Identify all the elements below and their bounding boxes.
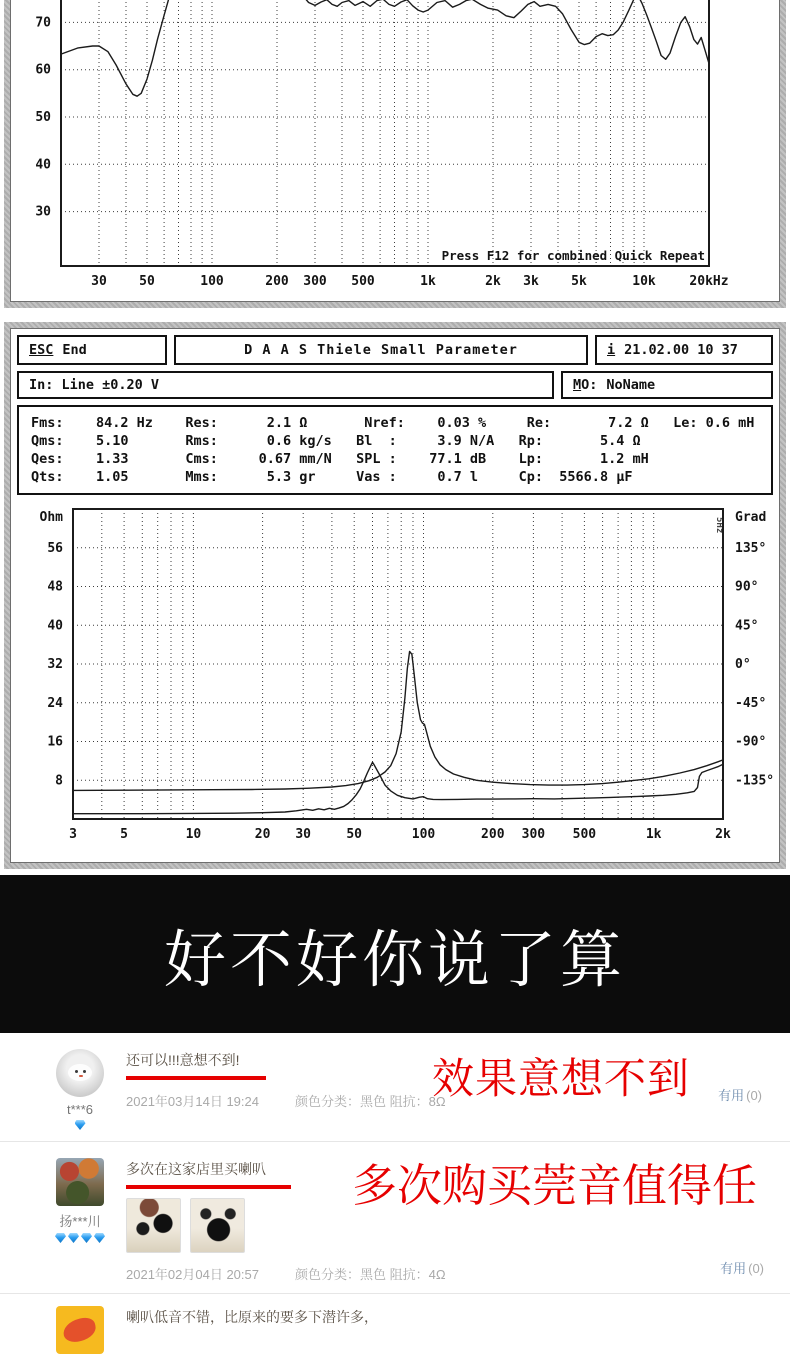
review-meta <box>126 1264 770 1283</box>
red-underline <box>126 1076 266 1080</box>
mo-label-rest: O: <box>581 377 598 393</box>
reviewer-column <box>34 1158 126 1283</box>
svg-text:70: 70 <box>35 15 51 31</box>
review-text: 喇叭低音不错，比原来的要多下潜许多， <box>126 1309 378 1325</box>
svg-text:100: 100 <box>411 827 436 842</box>
reviewer-avatar <box>56 1049 104 1097</box>
reviewer-username: 扬***川 <box>59 1214 101 1229</box>
param-row: Qes: 1.33 Cms: 0.67 mm/N SPL : 77.1 dB Lp: 1.2 mH <box>31 451 649 467</box>
daas-timestamp-box <box>595 335 773 365</box>
review-sku: 颜色分类：黑色 阻抗：4Ω <box>294 1267 446 1282</box>
reviewer-column <box>34 1049 126 1131</box>
review-text: 多次在这家店里买喇叭 <box>126 1161 266 1177</box>
review-item <box>0 1033 790 1141</box>
useful-count: (0) <box>748 1261 764 1276</box>
spl-frequency-response-chart <box>11 0 777 294</box>
reviewer-column <box>34 1306 126 1354</box>
useful-label: 有用 <box>718 1088 745 1103</box>
svg-text:16: 16 <box>47 734 63 750</box>
reviewer-avatar <box>56 1306 104 1354</box>
svg-text:Grad: Grad <box>735 510 767 525</box>
useful-count: (0) <box>746 1088 762 1103</box>
mo-key-label: M <box>573 377 582 393</box>
svg-text:300: 300 <box>303 274 327 289</box>
svg-text:24: 24 <box>47 695 63 711</box>
daas-window <box>4 322 786 869</box>
review-item <box>0 1142 790 1293</box>
svg-text:2k: 2k <box>715 827 731 842</box>
esc-key-label: ESC <box>29 342 54 358</box>
svg-text:-45°: -45° <box>735 695 767 711</box>
input-line-box: In: Line ±0.20 V <box>17 371 554 399</box>
svg-text:3k: 3k <box>523 274 539 289</box>
svg-text:30: 30 <box>295 827 312 842</box>
review-photo-thumbnail[interactable] <box>126 1198 181 1253</box>
svg-text:40: 40 <box>47 618 63 634</box>
svg-text:50: 50 <box>35 110 51 125</box>
svg-text:300: 300 <box>521 827 546 842</box>
spl-chart-window-inner <box>11 0 779 301</box>
svg-text:1k: 1k <box>645 827 662 842</box>
review-date: 2021年02月04日 20:57 <box>126 1267 259 1282</box>
red-overlay-text: 多次购买莞音值得任 <box>352 1160 758 1211</box>
param-row: Qts: 1.05 Mms: 5.3 gr Vas : 0.7 l Cp: 5566.8 µF <box>31 469 633 485</box>
svg-text:8: 8 <box>55 773 63 789</box>
reviews-section <box>0 1033 790 1364</box>
info-key-label: i <box>607 342 616 358</box>
avatar-face <box>68 1064 92 1081</box>
svg-text:1k: 1k <box>420 274 436 289</box>
svg-text:100: 100 <box>200 274 224 289</box>
svg-text:20kHz: 20kHz <box>689 274 729 289</box>
svg-text:200: 200 <box>265 274 289 289</box>
svg-text:10: 10 <box>185 827 202 842</box>
useful-label: 有用 <box>720 1261 747 1276</box>
svg-text:45°: 45° <box>735 618 759 634</box>
daas-window-inner <box>11 329 779 862</box>
param-row: Qms: 5.10 Rms: 0.6 kg/s Bl : 3.9 N/A Rp: 5.4 Ω <box>31 433 641 449</box>
review-photo-thumbnail[interactable] <box>190 1198 245 1253</box>
daas-titlebar <box>17 335 773 365</box>
svg-text:-90°: -90° <box>735 734 767 750</box>
svg-text:50: 50 <box>346 827 363 842</box>
svg-text:50: 50 <box>139 274 155 289</box>
avatar-eyes <box>75 1070 78 1073</box>
review-content <box>126 1306 770 1354</box>
svg-text:135°: 135° <box>735 540 767 556</box>
thiele-small-parameters-table <box>17 405 773 495</box>
svg-text:32: 32 <box>47 657 63 672</box>
useful-button[interactable] <box>718 1085 762 1104</box>
impedance-phase-chart <box>17 503 783 851</box>
mo-box <box>561 371 773 399</box>
member-level-diamonds <box>74 1120 87 1131</box>
banner-text: 好不好你说了算 <box>163 925 626 995</box>
svg-text:500: 500 <box>351 274 375 289</box>
svg-text:0°: 0° <box>735 657 751 672</box>
useful-button[interactable] <box>720 1258 764 1277</box>
daas-timestamp: 21.02.00 10 37 <box>624 342 738 358</box>
svg-text:40: 40 <box>35 157 51 173</box>
mo-value: NoName <box>606 377 656 393</box>
svg-text:56: 56 <box>47 540 63 556</box>
end-key-label: End <box>62 342 87 358</box>
daas-window-title: D A A S Thiele Small Parameter <box>174 335 588 365</box>
daas-input-row <box>17 371 773 399</box>
spl-chart-window <box>4 0 786 308</box>
svg-text:200: 200 <box>481 827 505 842</box>
svg-text:90°: 90° <box>735 579 759 595</box>
svg-text:-135°: -135° <box>735 773 775 789</box>
reviewer-avatar <box>56 1158 104 1206</box>
member-level-diamonds <box>54 1233 106 1244</box>
review-text: 还可以!!!意想不到! <box>126 1052 240 1068</box>
reviewer-username: t***6 <box>66 1102 94 1117</box>
review-item <box>0 1294 790 1364</box>
svg-text:5Hz: 5Hz <box>714 517 724 534</box>
svg-text:30: 30 <box>91 274 107 289</box>
svg-text:5k: 5k <box>571 274 587 289</box>
banner <box>0 875 790 1033</box>
svg-text:30: 30 <box>35 204 51 220</box>
avatar-mouth <box>79 1075 83 1077</box>
svg-text:3: 3 <box>69 827 77 842</box>
svg-text:60: 60 <box>35 62 51 78</box>
svg-text:500: 500 <box>572 827 597 842</box>
red-overlay-text: 效果意想不到 <box>432 1055 691 1102</box>
svg-text:20: 20 <box>254 827 271 842</box>
svg-text:2k: 2k <box>485 274 501 289</box>
svg-text:Press F12 for combined Quick R: Press F12 for combined Quick Repeat <box>441 248 705 263</box>
review-sku: 颜色分类：黑色 阻抗：8Ω <box>294 1094 446 1109</box>
review-date: 2021年03月14日 19:24 <box>126 1094 259 1109</box>
esc-end-box <box>17 335 167 365</box>
svg-text:10k: 10k <box>632 274 656 289</box>
red-underline <box>126 1185 291 1189</box>
svg-text:48: 48 <box>47 579 63 595</box>
svg-text:Ohm: Ohm <box>39 510 63 525</box>
svg-text:5: 5 <box>120 827 129 842</box>
param-row: Fms: 84.2 Hz Res: 2.1 Ω Nref: 0.03 % Re: 7.2 Ω Le: 0.6 mH <box>31 415 755 431</box>
